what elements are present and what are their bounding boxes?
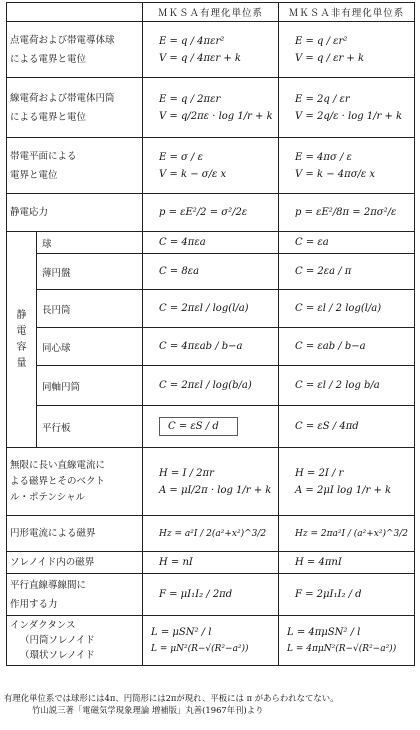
table-row (7, 552, 415, 574)
group-char: 容 (16, 341, 27, 353)
table-row (7, 138, 415, 194)
formula-unrationalized: C = 2εa / π (279, 254, 415, 290)
table-row (7, 574, 415, 616)
label-line: （環状ソレノイド (20, 650, 95, 661)
header-unrationalized: ＭＫＳＡ非有理化単位系 (279, 3, 415, 22)
label-line: 作用する力 (10, 598, 58, 610)
formula-rationalized (143, 22, 279, 78)
formula-unrationalized: C = εab / b−a (279, 328, 415, 366)
formula-line: E = q / 4πεr² (159, 35, 225, 47)
formula-unrationalized (279, 616, 415, 666)
formula-line: E = σ / ε (159, 151, 203, 163)
label-line: 線電荷および帯電体円筒 (10, 92, 115, 104)
sub-label: 球 (37, 232, 143, 254)
row-label: 静電応力 (7, 194, 143, 232)
label-line: インダクタンス (10, 620, 76, 631)
formula-rationalized (143, 616, 279, 666)
formula-unrationalized: H = 4πnI (279, 552, 415, 574)
label-line: 平行直線導線間に (10, 579, 87, 591)
formula-unrationalized (279, 22, 415, 78)
formula-line: A = μI/2π · log 1/r + k (159, 484, 272, 496)
formula-line: V = q / 4πεr + k (159, 52, 241, 64)
formula-rationalized: C = 2πεl / log(l/a) (143, 290, 279, 328)
footnotes (4, 692, 418, 716)
formula-unrationalized: C = εl / 2 log b/a (279, 366, 415, 406)
header-rationalized: ＭＫＳＡ有理化単位系 (143, 3, 279, 22)
formula-rationalized: H = nI (143, 552, 279, 574)
row-label: 円形電流による磁界 (7, 516, 143, 552)
row-label (7, 78, 143, 138)
unit-comparison-sheet (6, 2, 414, 666)
label-line: 電界と電位 (10, 169, 58, 181)
row-label: ソレノイド内の磁界 (7, 552, 143, 574)
row-label (7, 138, 143, 194)
formula-line: p = εE²/8π = 2πσ²/ε (295, 207, 397, 218)
formula-rationalized: C = 4πεa (143, 232, 279, 254)
footnote-source: 竹山説三著「電磁気学現象理論 増補版」丸善(1967年刊)より (32, 705, 264, 715)
formula-line: V = k − σ/ε x (159, 168, 227, 180)
formula-line: V = q / εr + k (295, 52, 365, 64)
capacitance-group-label (7, 232, 37, 448)
table-row (7, 232, 415, 254)
sub-label: 平行板 (37, 406, 143, 448)
table-row (7, 328, 415, 366)
formula-unrationalized (279, 448, 415, 516)
table-row (7, 406, 415, 448)
label-line: による電界と電位 (10, 111, 87, 123)
table-row (7, 194, 415, 232)
sub-label: 同心球 (37, 328, 143, 366)
formula-line: E = 4πσ / ε (295, 151, 352, 163)
sub-label: 長円筒 (37, 290, 143, 328)
formula-line: V = 2q/ε · log 1/r + k (295, 110, 403, 122)
header-blank (7, 3, 143, 22)
label-line: よる磁界とそのベクト (10, 475, 106, 487)
formula-line: E = 2q / εr (295, 93, 350, 105)
label-line: 点電荷および帯電導体球 (10, 34, 115, 46)
formula-unrationalized: C = εa (279, 232, 415, 254)
formula-line: L = 4πμN²(R−√(R²−a²)) (287, 643, 397, 654)
formula-rationalized: F = μI₁I₂ / 2πd (143, 574, 279, 616)
formula-rationalized (143, 78, 279, 138)
header-row (7, 3, 415, 22)
formula-line: V = k − 4πσ/ε x (295, 168, 376, 180)
table-row (7, 78, 415, 138)
formula-line: H = 2I / r (295, 467, 344, 479)
label-line: による電界と電位 (10, 53, 87, 65)
footnote-rationalization: 有理化単位系では球形には4π、円筒形には2πが現れ、平板には π があらわれなてない。 (4, 693, 339, 703)
formula-unrationalized: Hz = 2πa²I / (a²+x²)^3/2 (279, 516, 415, 552)
formula-line: H = I / 2πr (159, 467, 214, 479)
table-row (7, 366, 415, 406)
label-line: 無限に長い直線電流に (10, 459, 106, 471)
row-label (7, 574, 143, 616)
group-char: 量 (16, 357, 27, 369)
label-line: ル・ポテンシャル (10, 491, 86, 503)
formula-unrationalized (279, 138, 415, 194)
formula-rationalized: C = 8εa (143, 254, 279, 290)
sub-label: 薄円盤 (37, 254, 143, 290)
formula-line: E = q / 2πεr (159, 93, 221, 105)
group-char: 電 (16, 325, 27, 337)
formula-unrationalized (279, 78, 415, 138)
row-label (7, 22, 143, 78)
formula-unrationalized (279, 194, 415, 232)
formula-rationalized: Hz = a²I / 2(a²+x²)^3/2 (143, 516, 279, 552)
sub-label: 同軸円筒 (37, 366, 143, 406)
formula-rationalized: C = 2πεl / log(b/a) (143, 366, 279, 406)
table-row (7, 254, 415, 290)
formula-line: V = q/2πε · log 1/r + k (159, 110, 273, 122)
table-row (7, 290, 415, 328)
group-char: 静 (16, 309, 27, 321)
formula-unrationalized: C = εS / 4πd (279, 406, 415, 448)
formula-unrationalized: C = εl / 2 log(l/a) (279, 290, 415, 328)
formula-rationalized (143, 194, 279, 232)
label-line: 帯電平面による (10, 150, 77, 162)
formula-line: L = μSN² / l (151, 626, 212, 638)
formula-rationalized (143, 138, 279, 194)
row-label (7, 448, 143, 516)
formula-table (6, 2, 415, 666)
formula-rationalized (143, 406, 279, 448)
table-row (7, 448, 415, 516)
row-label (7, 616, 143, 666)
formula-rationalized (143, 448, 279, 516)
formula-line: E = q / εr² (295, 35, 348, 47)
formula-line: L = μN²(R−√(R²−a²)) (151, 643, 249, 654)
highlight-box: C = εS / d (159, 417, 238, 436)
table-row (7, 22, 415, 78)
formula-rationalized: C = 4πεab / b−a (143, 328, 279, 366)
table-row (7, 616, 415, 666)
table-row (7, 516, 415, 552)
formula-line: p = εE²/2 = σ²/2ε (159, 207, 248, 218)
formula-line: L = 4πμSN² / l (287, 626, 361, 638)
label-line: （円筒ソレノイド (20, 635, 95, 646)
formula-unrationalized: F = 2μI₁I₂ / d (279, 574, 415, 616)
formula-line: A = 2μI log 1/r + k (295, 484, 392, 496)
